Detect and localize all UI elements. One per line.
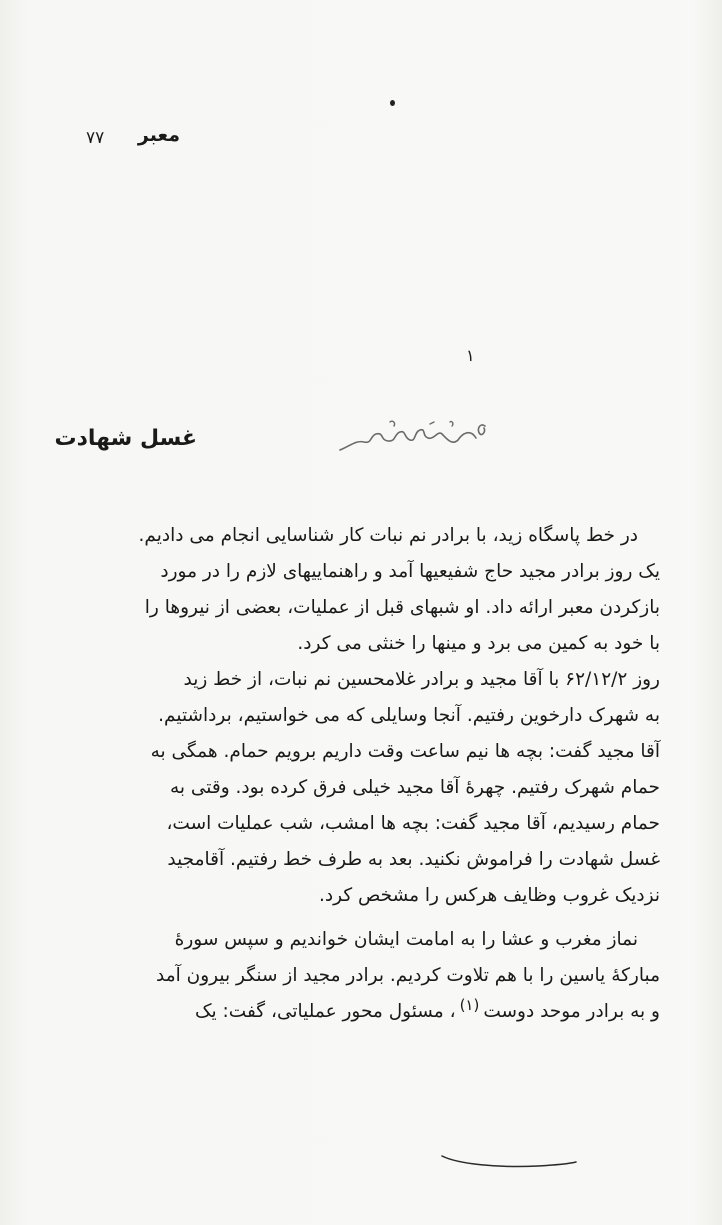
page-number: ۷۷ bbox=[86, 128, 105, 148]
text-line: با خود به کمین می برد و مینها را خنثی می کرد. bbox=[297, 633, 660, 654]
text-line: در خط پاسگاه زید، با برادر نم نبات کار شناسایی انجام می دادیم. bbox=[138, 525, 638, 546]
paragraph-spacer bbox=[60, 914, 660, 922]
text-run: ، مسئول محور عملیاتی، گفت: یک bbox=[194, 1001, 456, 1022]
handwritten-underline bbox=[438, 1150, 578, 1174]
text-line: مبارکهٔ یاسین را با هم تلاوت کردیم. برادر مجید از سنگر بیرون آمد bbox=[156, 965, 660, 986]
chapter-title: غسل شهادت bbox=[54, 426, 197, 451]
text-line: حمام شهرک رفتیم. چهرهٔ آقا مجید خیلی فرق کرده بود. وقتی به bbox=[169, 777, 660, 798]
text-line: به شهرک دارخوین رفتیم. آنجا وسایلی که می خواستیم، برداشتیم. bbox=[158, 705, 660, 726]
text-line: نزدیک غروب وظایف هرکس را مشخص کرد. bbox=[319, 885, 660, 906]
text-line: حمام رسیدیم، آقا مجید گفت: بچه ها امشب، شب عملیات است، bbox=[166, 813, 660, 834]
text-line: آقا مجید گفت: بچه ها نیم ساعت وقت داریم برویم حمام. همگی به bbox=[150, 741, 660, 762]
text-line: روز ۶۲/۱۲/۲ با آقا مجید و برادر غلامحسین نم نبات، از خط زید bbox=[183, 669, 660, 690]
text-line: یک روز برادر مجید حاج شفیعیها آمد و راهنماییهای لازم را در مورد bbox=[160, 561, 660, 582]
footnote-reference: (۱) bbox=[459, 995, 480, 1014]
running-title: معبر bbox=[137, 124, 180, 146]
chapter-number: ۱ bbox=[466, 346, 475, 365]
paragraph bbox=[60, 662, 660, 914]
paragraph bbox=[60, 518, 660, 662]
text-run: و به برادر موحد دوست bbox=[483, 1001, 660, 1022]
text-line: نماز مغرب و عشا را به امامت ایشان خواندیم و سپس سورهٔ bbox=[174, 929, 638, 950]
page-header bbox=[70, 124, 180, 154]
text-line-last bbox=[60, 994, 660, 1030]
body-text bbox=[60, 518, 660, 1030]
handwritten-signature bbox=[330, 408, 490, 458]
paragraph bbox=[60, 922, 660, 1030]
ink-speck bbox=[390, 100, 395, 106]
text-line: بازکردن معبر ارائه داد. او شبهای قبل از عملیات، بعضی از نیروها را bbox=[144, 597, 660, 618]
text-line: غسل شهادت را فراموش نکنید. بعد به طرف خط رفتیم. آقامجید bbox=[167, 849, 660, 870]
